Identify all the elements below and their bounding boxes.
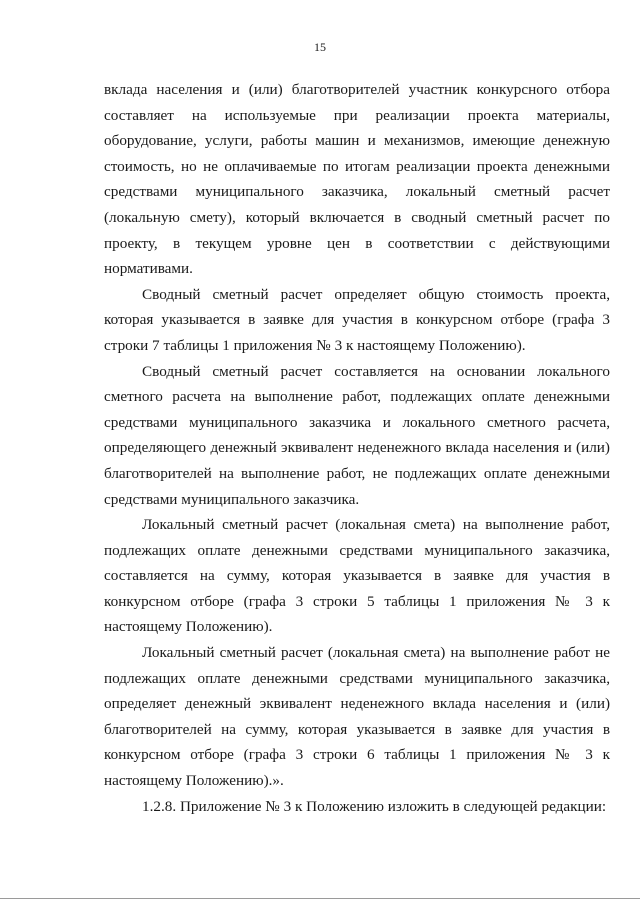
- page-number: 15: [314, 40, 326, 54]
- bottom-divider: [0, 898, 640, 899]
- document-body: [104, 77, 610, 819]
- paragraph-local-estimate-unpaid: Локальный сметный расчет (локальная смета) на выполнение работ не подлежащих оплате денежными средствами муниципального заказчика, определяет денежный эквивалент неденежного вклада населения и (или) благотворителей на сумму, которая указывается в заявке для участия в конкурсном отборе (графа 3 строки 6 таблицы 1 приложения № 3 к настоящему Положению).».: [104, 644, 610, 790]
- paragraph-local-estimate-paid: Локальный сметный расчет (локальная смета) на выполнение работ, подлежащих оплате денежными средствами муниципального заказчика, составляется на сумму, которая указывается в заявке для участия в конкурсном отборе (графа 3 строки 5 таблицы 1 приложения № 3 к настоящему Положению).: [104, 516, 610, 636]
- paragraph-summary-estimate: Сводный сметный расчет определяет общую стоимость проекта, которая указывается в заявке для участия в конкурсном отборе (графа 3 строки 7 таблицы 1 приложения № 3 к настоящему Положению).: [104, 285, 610, 354]
- paragraph-summary-estimate-basis: Сводный сметный расчет составляется на основании локального сметного расчета на выполнение работ, подлежащих оплате денежными средствами муниципального заказчика и локального сметного расчета, определяющего денежный эквивалент неденежного вклада населения и (или) благотворителей на выполнение работ, не подлежащих оплате денежными средствами муниципального заказчика.: [104, 362, 610, 508]
- paragraph-continuation: вклада населения и (или) благотворителей участник конкурсного отбора составляет на используемые при реализации проекта материалы, оборудование, услуги, работы машин и механизмов, имеющие денежную стоимость, но не оплачиваемые по итогам реализации проекта денежными средствами муниципального заказчика, локальный сметный расчет (локальную смету), который включается в сводный сметный расчет по проекту, в текущем уровне цен в соответствии с действующими нормативами.: [104, 81, 610, 278]
- paragraph-amendment-item: 1.2.8. Приложение № 3 к Положению изложить в следующей редакции:: [142, 797, 607, 815]
